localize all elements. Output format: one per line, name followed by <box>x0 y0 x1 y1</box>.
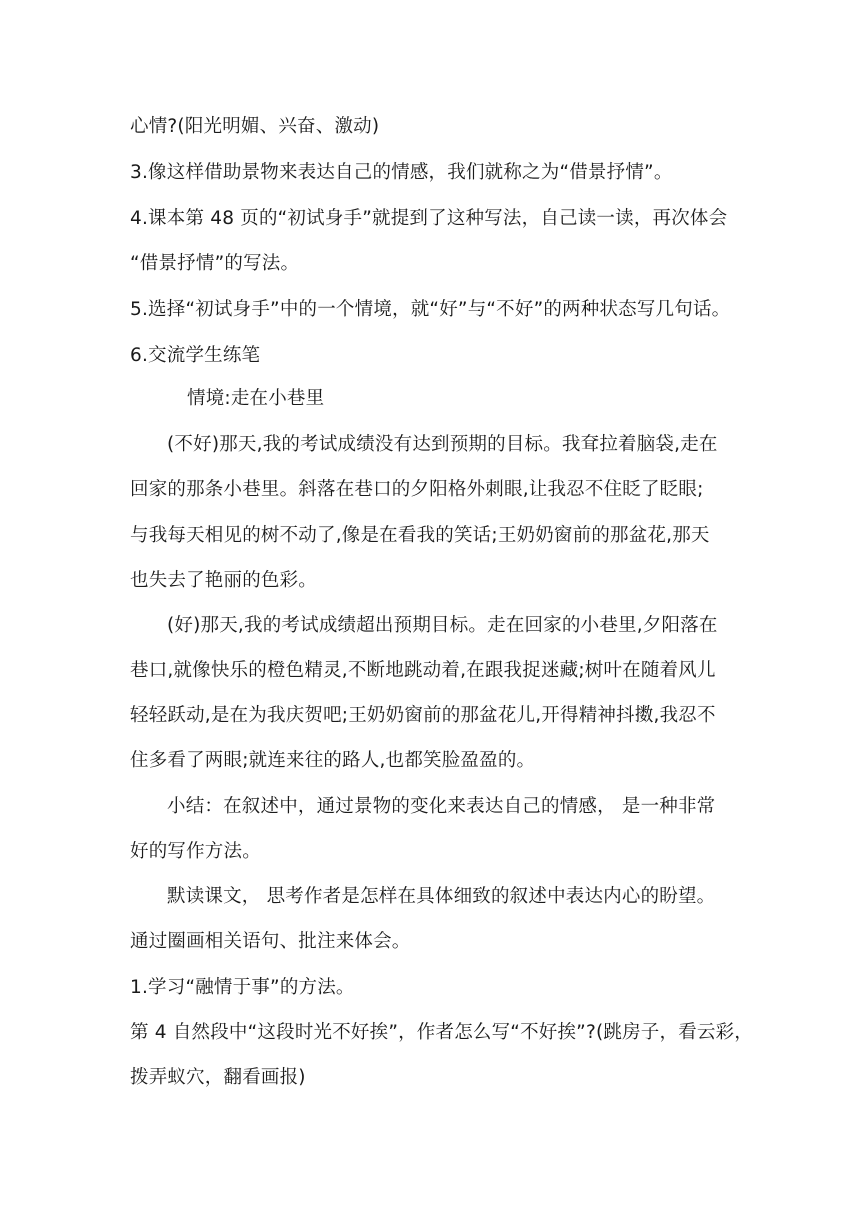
text-line: (不好)那天,我的考试成绩没有达到预期的目标。我耷拉着脑袋,走在 <box>167 434 718 455</box>
text-line: 第 4 自然段中“这段时光不好挨”，作者怎么写“不好挨”?(跳房子，看云彩， <box>130 1022 754 1043</box>
text-line: 心情?(阳光明媚、兴奋、激动) <box>130 116 380 137</box>
text-line: 轻轻跃动,是在为我庆贺吧;王奶奶窗前的那盆花儿,开得精神抖擞,我忍不 <box>130 705 716 726</box>
text-line: 3.像这样借助景物来表达自己的情感，我们就称之为“借景抒情”。 <box>130 162 673 183</box>
text-line: 通过圈画相关语句、批注来体会。 <box>130 931 411 952</box>
text-line: 巷口,就像快乐的橙色精灵,不断地跳动着,在跟我捉迷藏;树叶在随着风儿 <box>130 660 716 681</box>
text-line: 默读课文， 思考作者是怎样在具体细致的叙述中表达内心的盼望。 <box>167 886 716 907</box>
text-line: 与我每天相见的树不动了,像是在看我的笑话;王奶奶窗前的那盆花,那天 <box>130 525 710 546</box>
text-line: 4.课本第 48 页的“初试身手”就提到了这种写法，自己读一读，再次体会 <box>130 208 728 229</box>
text-line: 好的写作方法。 <box>130 841 261 862</box>
text-line: 5.选择“初试身手”中的一个情境，就“好”与“不好”的两种状态写几句话。 <box>130 299 731 320</box>
text-line: 6.交流学生练笔 <box>130 345 261 366</box>
text-line: 回家的那条小巷里。斜落在巷口的夕阳格外刺眼,让我忍不住眨了眨眼; <box>130 479 704 500</box>
text-line: (好)那天,我的考试成绩超出预期目标。走在回家的小巷里,夕阳落在 <box>167 615 718 636</box>
text-line: 小结：在叙述中，通过景物的变化来表达自己的情感， 是一种非常 <box>167 796 716 817</box>
text-line: 也失去了艳丽的色彩。 <box>130 570 318 591</box>
text-line: 住多看了两眼;就连来往的路人,也都笑脸盈盈的。 <box>130 750 536 771</box>
text-line: 1.学习“融情于事”的方法。 <box>130 977 355 998</box>
text-line: 情境:走在小巷里 <box>187 388 325 409</box>
text-line: 拨弄蚁穴，翻看画报) <box>130 1067 306 1088</box>
text-line: “借景抒情”的写法。 <box>130 253 300 274</box>
